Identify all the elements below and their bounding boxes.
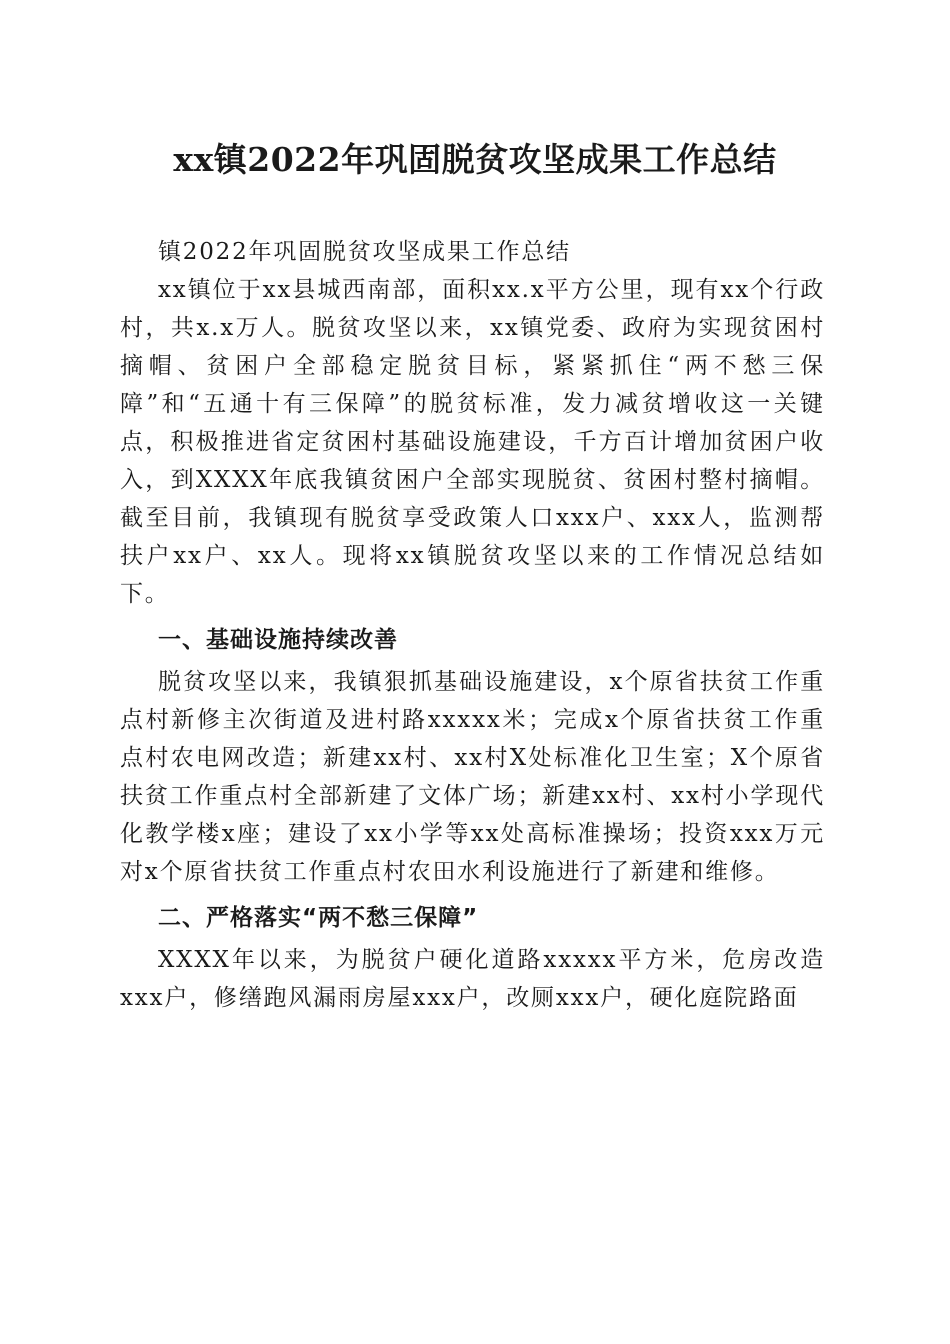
section-paragraph-infrastructure: 脱贫攻坚以来，我镇狠抓基础设施建设，x个原省扶贫工作重点村新修主次街道及进村路xxxxx米；完成x个原省扶贫工作重点村农电网改造；新建xx村、xx村X处标准化卫生室；X个原省扶贫工作重点村全部新建了文体广场；新建xx村、xx村小学现代化教学楼x座；建设了xx小学等xx处高标准操场；投资xxx万元对x个原省扶贫工作重点村农田水利设施进行了新建和维修。 <box>120 669 825 885</box>
document-body <box>120 233 825 1017</box>
section-heading-infrastructure: 一、基础设施持续改善 <box>158 627 398 653</box>
section-paragraph-guarantees: XXXX年以来，为脱贫户硬化道路xxxxx平方米，危房改造xxx户，修缮跑风漏雨房屋xxx户，改厕xxx户，硬化庭院路面 <box>120 947 825 1011</box>
document-subtitle: 镇2022年巩固脱贫攻坚成果工作总结 <box>158 239 571 265</box>
document-title: xx镇2022年巩固脱贫攻坚成果工作总结 <box>173 140 777 179</box>
intro-paragraph: xx镇位于xx县城西南部，面积xx.x平方公里，现有xx个行政村，共x.x万人。脱贫攻坚以来，xx镇党委、政府为实现贫困村摘帽、贫困户全部稳定脱贫目标，紧紧抓住“两不愁三保障”和“五通十有三保障”的脱贫标准，发力减贫增收这一关键点，积极推进省定贫困村基础设施建设，千方百计增加贫困户收入，到XXXX年底我镇贫困户全部实现脱贫、贫困村整村摘帽。截至目前，我镇现有脱贫享受政策人口xxx户、xxx人，监测帮扶户xx户、xx人。现将xx镇脱贫攻坚以来的工作情况总结如下。 <box>120 277 825 607</box>
section-heading-guarantees: 二、严格落实“两不愁三保障” <box>158 905 479 931</box>
